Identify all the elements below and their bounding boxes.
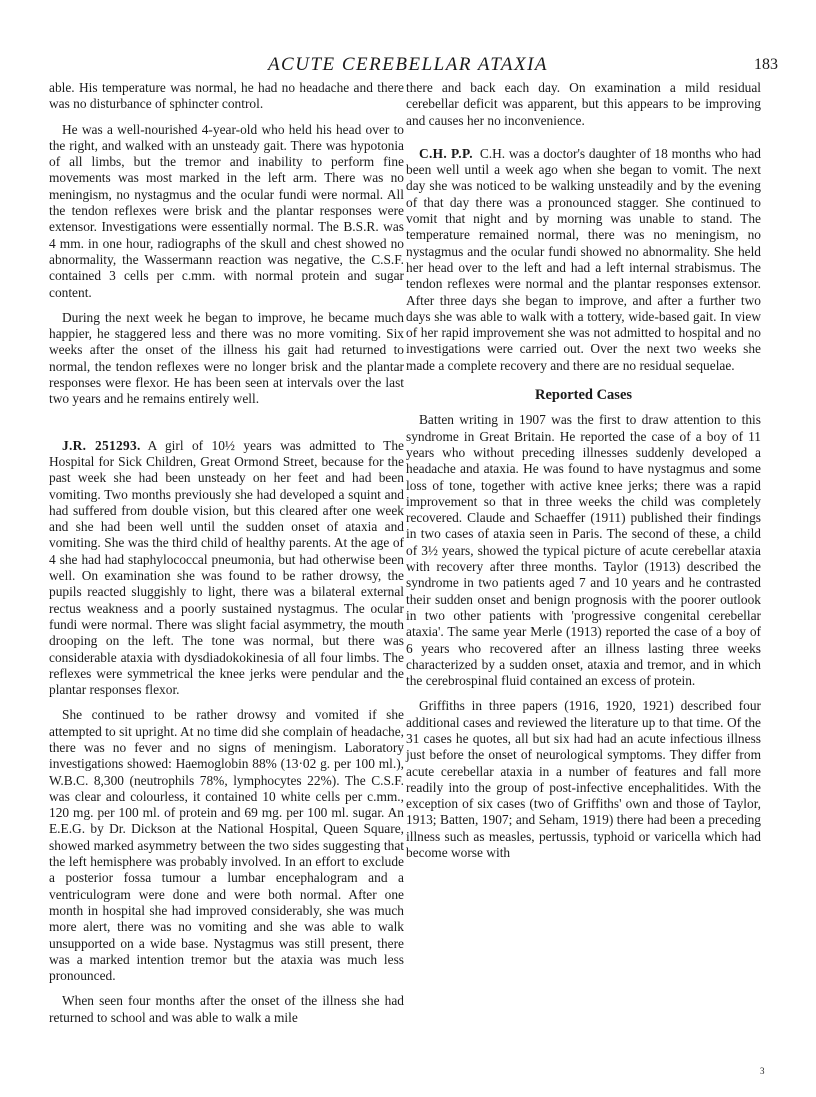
page-number: 183: [754, 56, 778, 73]
paragraph: Griffiths in three papers (1916, 1920, 1921) described four additional cases and reviewed the literature up to that time. Of the 31 cases he quotes, all but six had had an acute infectious illness just before the onset of neurological symptoms. They differ from acute cerebellar ataxia in a number of features and fall more readily into the group of post-infective encephalitides. With the exception of six cases (two of Griffiths' own and those of Taylor, 1913; Batten, 1907; and Seham, 1919) there had been a preceding illness such as measles, pertussis, typhoid or varicella which had become worse with: [406, 698, 761, 861]
paragraph: During the next week he began to improve, he became much happier, he staggered less and there was no more vomiting. Six weeks after the onset of the illness his gait had returned to normal, the tendon reflexes were no longer brisk and the plantar responses were flexor. He has been seen at intervals over the last two years and he remains entirely well.: [49, 309, 404, 407]
case-report-jr: [49, 438, 404, 699]
paragraph: She continued to be rather drowsy and vomited if she attempted to sit upright. At no time did she complain of headache, there was no fever and no signs of meningism. Laboratory investigations showed: Haemoglobin 88% (13·02 g. per 100 ml.), W.B.C. 8,300 (neutrophils 78%, lymphocytes 22%). The C.S.F. was clear and colourless, it contained 10 white cells per c.mm., 120 mg. per 100 ml. of protein and 69 mg. per 100 ml. sugar. An E.E.G. by Dr. Dickson at the National Hospital, Queen Square, showed marked asymmetry between the two sides suggesting that the left hemisphere was probably involved. In an effort to exclude a posterior fossa tumour a lumbar encephalogram and a ventriculogram were done and were both normal. After one month in hospital she had improved considerably, she was much more alert, there was no vomiting and she was able to walk unsupported on a wide base. Nystagmus was still present, there was a marked intention tremor but the ataxia was much less pronounced.: [49, 707, 404, 984]
section-heading: Reported Cases: [534, 387, 633, 404]
paragraph: He was a well-nourished 4-year-old who held his head over to the right, and walked with an unsteady gait. There was hypotonia of all limbs, but the tremor and inability to perform fine movements was most marked in the left arm. There was no meningism, no nystagmus and the ocular fundi were normal. All the tendon reflexes were brisk and the plantar responses were extensor. Investigations were essentially normal. The B.S.R. was 4 mm. in one hour, radiographs of the skull and chest showed no abnormality, the Wassermann reaction was negative, the C.S.F. contained 3 cells per c.mm. with normal protein and sugar content.: [49, 121, 404, 300]
paragraph: When seen four months after the onset of the illness she had returned to school and was able to walk a mile: [49, 993, 404, 1025]
case-id: J.R. 251293.: [62, 437, 141, 453]
paragraph: able. His temperature was normal, he had no headache and there was no disturbance of sphincter control.: [49, 80, 404, 112]
running-header-title: ACUTE CEREBELLAR ATAXIA: [267, 54, 549, 75]
right-column: [406, 80, 761, 861]
case-text: A girl of 10½ years was admitted to The Hospital for Sick Children, Great Ormond Street, because for the past week she had been unsteady on her feet and had been vomiting. Two months previously she had developed a squint and had suffered from double vision, but this cleared after one week and she had been well until the sudden onset of ataxia and vomiting. She was the third child of healthy parents. At the age of 4 she had had staphylococcal pneumonia, but had otherwise been well. On examination she was found to be rather drowsy, the pupils reacted sluggishly to light, there was a bilateral external rectus weakness and a poorly sustained nystagmus. The ocular fundi were normal. There was slight facial asymmetry, the mouth drooping on the left. The tone was normal, but there was considerable ataxia with dysdiadokokinesia of all four limbs. The reflexes were symmetrical the knee jerks were pendular and the plantar responses flexor.: [49, 437, 404, 698]
case-text: C.H. was a doctor's daughter of 18 months who had been well until a week ago when she began to vomit. The next day she was noticed to be walking unsteadily and by the evening of that day there was a pronounced stagger. She continued to vomit that night and by morning was unable to stand. The temperature remained normal, there was no meningism, no nystagmus and the ocular fundi showed no abnormality. She held her head over to the left and had a left internal strabismus. The tendon reflexes were normal and the plantar responses extensor. After three days she began to improve, and after a further two days she was able to walk with a tottery, wide-based gait. In view of her rapid improvement she was not admitted to hospital and no investigations were carried out. Over the next two weeks she made a complete recovery and there are no residual sequelae.: [406, 145, 761, 373]
paragraph: there and back each day. On examination a mild residual cerebellar deficit was apparent, but this appears to be improving and causes her no inconvenience.: [406, 80, 761, 128]
left-column: [49, 80, 404, 1026]
case-report-ch: [406, 146, 761, 374]
signature-mark: 3: [760, 1066, 765, 1076]
paragraph: Batten writing in 1907 was the first to draw attention to this syndrome in Great Britain. He reported the case of a boy of 11 years who without preceding illnesses suddenly developed a headache and ataxia. He was found to have nystagmus and some loss of tone, together with active knee jerks; there was a rapid improvement so that in three weeks the child was completely recovered. Claude and Schaeffer (1911) published their findings in two cases of ataxia seen in Paris. The second of these, a child of 3½ years, showed the typical picture of acute cerebellar ataxia with recovery after three months. Taylor (1913) described the syndrome in two patients aged 7 and 10 years and he contrasted their sudden onset and benign prognosis with the poorer outlook in two other patients with 'progressive congenital cerebellar ataxia'. The same year Merle (1913) reported the case of a boy of 6 years who recovered after an illness lasting three weeks characterized by a sudden onset, ataxia and tremor, and in which the cerebrospinal fluid contained an excess of protein.: [406, 412, 761, 689]
case-id: C.H. P.P.: [419, 145, 473, 161]
